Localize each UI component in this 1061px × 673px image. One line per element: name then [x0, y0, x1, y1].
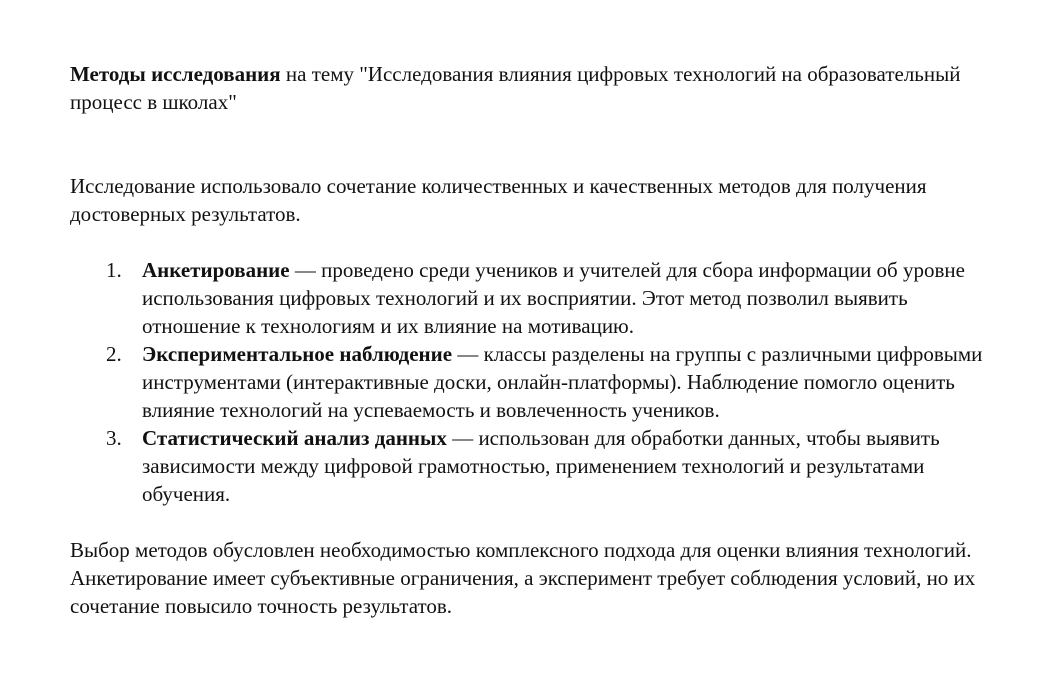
conclusion-paragraph: Выбор методов обусловлен необходимостью комплексного подхода для оценки влияния технологий. Анкетирование имеет субъективные ограничения, а эксперимент требует соблюдения условий, но их сочетание повысило точность результатов. [70, 538, 976, 618]
document-heading [70, 60, 1000, 116]
heading-rest: на тему "Исследования влияния цифровых технологий на образовательный процесс в школах" [70, 62, 961, 114]
method-description: — использован для обработки данных, чтобы выявить зависимости между цифровой грамотностью, применением технологий и результатами обучения. [142, 426, 940, 506]
method-description: — проведено среди учеников и учителей для сбора информации об уровне использования цифровых технологий и их восприятии. Этот метод позволил выявить отношение к технологиям и их влияние на мотивацию. [142, 258, 965, 338]
list-item-number: 1. [106, 258, 122, 282]
list-item [70, 340, 1000, 424]
list-item-number: 3. [106, 426, 122, 450]
list-item [70, 256, 1000, 340]
list-item [70, 424, 1000, 508]
document-page [70, 60, 1000, 620]
intro-paragraph: Исследование использовало сочетание количественных и качественных методов для получения достоверных результатов. [70, 174, 927, 226]
method-description: — классы разделены на группы с различными цифровыми инструментами (интерактивные доски, онлайн-платформы). Наблюдение помогло оценить влияние технологий на успеваемость и вовлеченность учеников. [142, 342, 983, 422]
list-item-number: 2. [106, 342, 122, 366]
method-name: Экспериментальное наблюдение [142, 342, 453, 366]
heading-bold-part: Методы исследования [70, 62, 281, 86]
methods-list [70, 256, 1000, 508]
method-name: Анкетирование [142, 258, 290, 282]
method-name: Статистический анализ данных [142, 426, 447, 450]
